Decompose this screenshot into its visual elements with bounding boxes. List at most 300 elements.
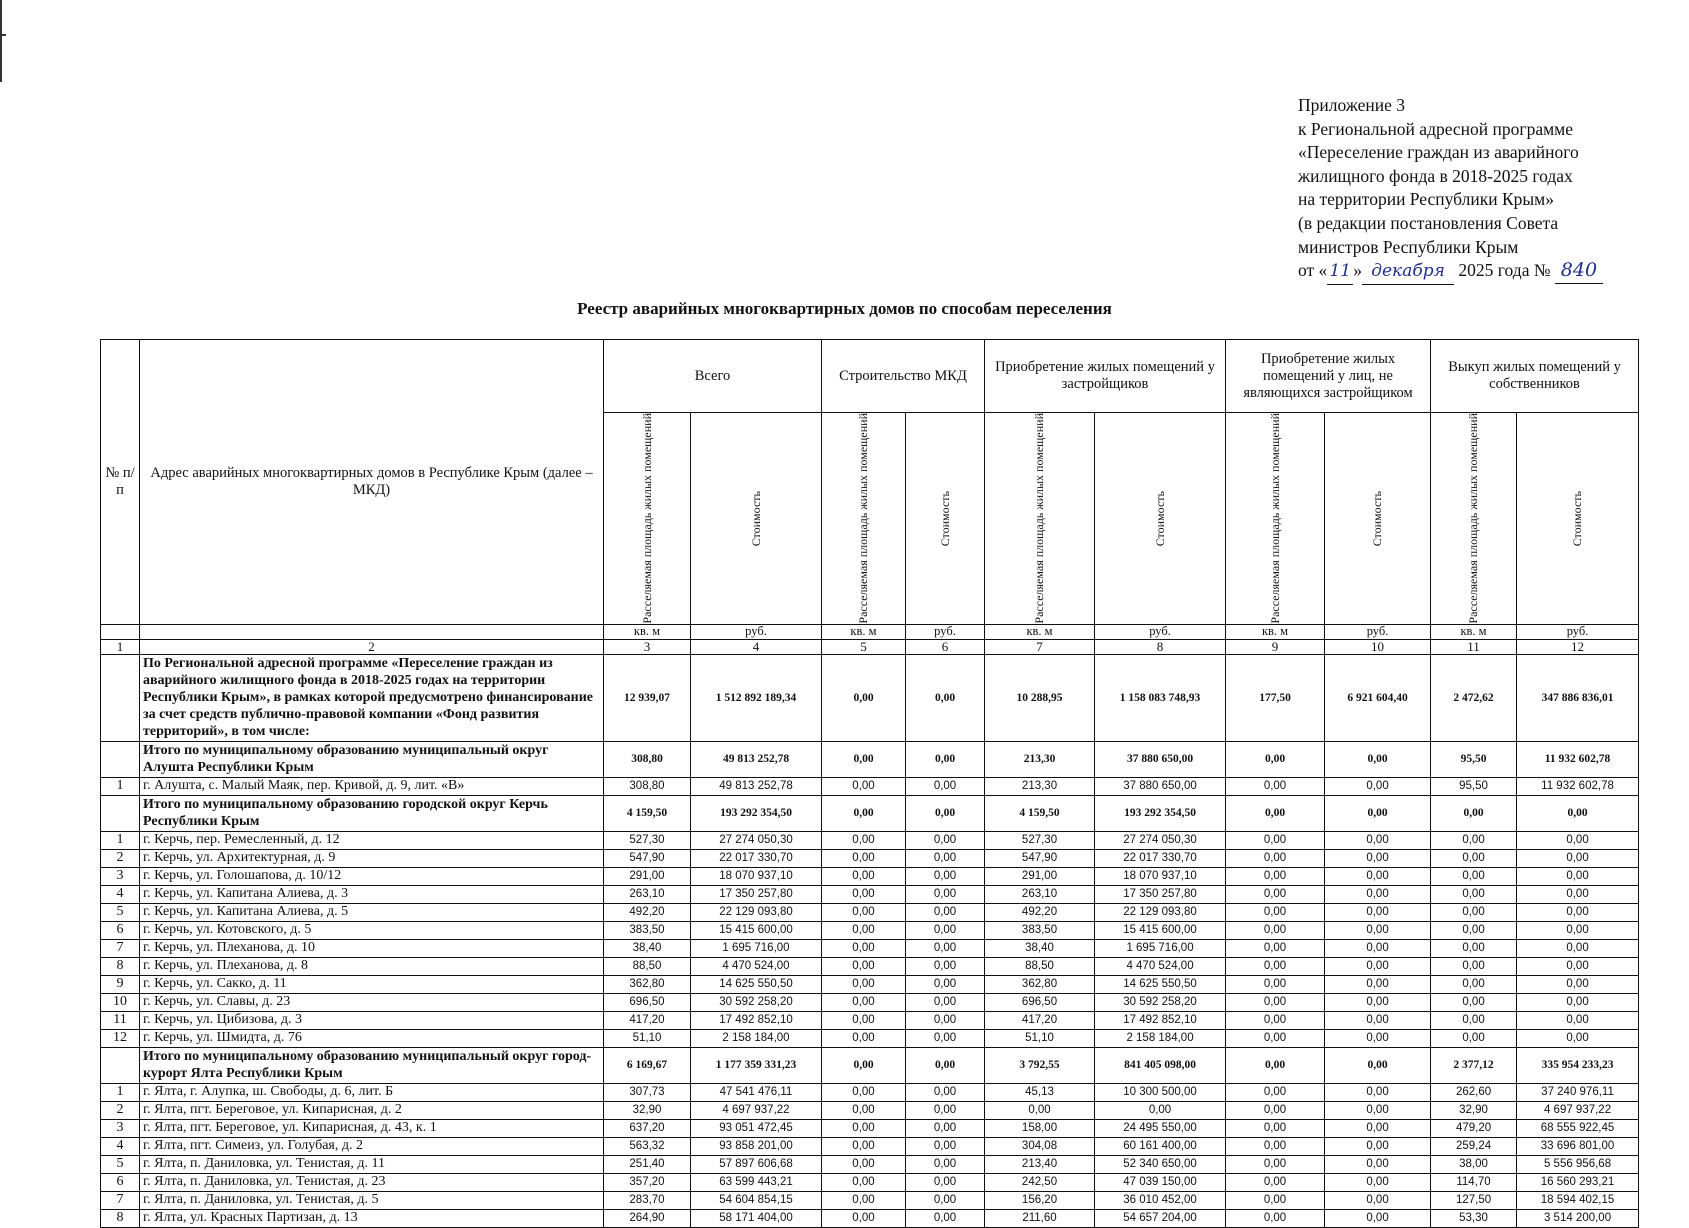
section-total-row xyxy=(101,654,1639,741)
cost-value: 193 292 354,50 xyxy=(691,795,822,831)
area-value: 357,20 xyxy=(604,1173,691,1191)
address-cell: г. Керчь, ул. Котовского, д. 5 xyxy=(140,921,604,939)
cost-value: 0,00 xyxy=(906,921,985,939)
row-number: 4 xyxy=(101,1137,140,1155)
cost-value: 0,00 xyxy=(1517,831,1639,849)
area-value: 0,00 xyxy=(822,903,906,921)
area-value: 0,00 xyxy=(822,1101,906,1119)
area-value: 307,73 xyxy=(604,1083,691,1101)
table-row xyxy=(101,1119,1639,1137)
scan-edge-mark xyxy=(0,0,2,82)
row-number: 1 xyxy=(101,831,140,849)
cost-value: 0,00 xyxy=(1517,795,1639,831)
row-number: 8 xyxy=(101,1209,140,1227)
unit-area: кв. м xyxy=(822,624,906,639)
cost-value: 0,00 xyxy=(1517,885,1639,903)
cost-value: 0,00 xyxy=(906,939,985,957)
cost-value: 47 541 476,11 xyxy=(691,1083,822,1101)
area-value: 563,32 xyxy=(604,1137,691,1155)
area-value: 251,40 xyxy=(604,1155,691,1173)
cost-value: 63 599 443,21 xyxy=(691,1173,822,1191)
address-cell: Итого по муниципальному образованию муниципальный округ город-курорт Ялта Республики Крым xyxy=(140,1047,604,1083)
column-number: 11 xyxy=(1431,639,1517,654)
address-cell: г. Керчь, ул. Плеханова, д. 10 xyxy=(140,939,604,957)
area-value: 417,20 xyxy=(985,1011,1095,1029)
area-value: 88,50 xyxy=(985,957,1095,975)
address-cell: г. Керчь, ул. Архитектурная, д. 9 xyxy=(140,849,604,867)
area-value: 0,00 xyxy=(822,957,906,975)
area-value: 0,00 xyxy=(1431,903,1517,921)
registry-table xyxy=(100,339,1639,1228)
cost-value: 49 813 252,78 xyxy=(691,741,822,777)
area-value: 0,00 xyxy=(1226,1083,1325,1101)
table-row xyxy=(101,903,1639,921)
area-value: 0,00 xyxy=(1226,1029,1325,1047)
cost-value: 0,00 xyxy=(906,903,985,921)
cost-value: 347 886 836,01 xyxy=(1517,654,1639,741)
table-row xyxy=(101,849,1639,867)
cost-value: 0,00 xyxy=(1517,939,1639,957)
cost-value: 0,00 xyxy=(1517,867,1639,885)
group-header-total: Всего xyxy=(604,340,822,413)
area-value: 0,00 xyxy=(822,939,906,957)
cost-value: 0,00 xyxy=(1325,885,1431,903)
cost-value: 0,00 xyxy=(906,867,985,885)
cost-value: 0,00 xyxy=(1325,849,1431,867)
group-header-buyout: Выкуп жилых помещений у собственников xyxy=(1431,340,1639,413)
area-value: 2 377,12 xyxy=(1431,1047,1517,1083)
cost-value: 17 350 257,80 xyxy=(691,885,822,903)
area-value: 479,20 xyxy=(1431,1119,1517,1137)
area-value: 0,00 xyxy=(1431,1029,1517,1047)
address-cell: г. Ялта, п. Даниловка, ул. Тенистая, д. 5 xyxy=(140,1191,604,1209)
table-row xyxy=(101,939,1639,957)
area-value: 10 288,95 xyxy=(985,654,1095,741)
area-value: 88,50 xyxy=(604,957,691,975)
row-number: 3 xyxy=(101,1119,140,1137)
row-number: 7 xyxy=(101,1191,140,1209)
table-row xyxy=(101,1101,1639,1119)
area-value: 0,00 xyxy=(1226,1011,1325,1029)
appendix-line: «Переселение граждан из аварийного xyxy=(1298,142,1579,163)
cost-value: 17 350 257,80 xyxy=(1095,885,1226,903)
sub-header-area xyxy=(985,413,1095,625)
area-value: 492,20 xyxy=(985,903,1095,921)
cost-value: 93 051 472,45 xyxy=(691,1119,822,1137)
cost-value: 0,00 xyxy=(906,1047,985,1083)
area-value: 0,00 xyxy=(1226,777,1325,795)
section-total-row xyxy=(101,795,1639,831)
cost-value: 2 158 184,00 xyxy=(691,1029,822,1047)
cost-value: 0,00 xyxy=(906,1155,985,1173)
address-cell: г. Керчь, ул. Плеханова, д. 8 xyxy=(140,957,604,975)
cost-value: 17 492 852,10 xyxy=(691,1011,822,1029)
address-cell: г. Ялта, пгт. Береговое, ул. Кипарисная, д. 2 xyxy=(140,1101,604,1119)
table-row xyxy=(101,1155,1639,1173)
area-value: 291,00 xyxy=(604,867,691,885)
area-value: 0,00 xyxy=(1226,1209,1325,1227)
cost-value: 30 592 258,20 xyxy=(1095,993,1226,1011)
cost-value: 0,00 xyxy=(1517,849,1639,867)
table-row xyxy=(101,957,1639,975)
table-row xyxy=(101,1173,1639,1191)
area-value: 0,00 xyxy=(822,1047,906,1083)
area-value: 0,00 xyxy=(1431,795,1517,831)
column-number: 2 xyxy=(140,639,604,654)
table-row xyxy=(101,921,1639,939)
area-value: 127,50 xyxy=(1431,1191,1517,1209)
table-row xyxy=(101,1137,1639,1155)
cost-value: 4 470 524,00 xyxy=(691,957,822,975)
address-cell: г. Ялта, ул. Красных Партизан, д. 13 xyxy=(140,1209,604,1227)
table-row xyxy=(101,885,1639,903)
address-cell: г. Керчь, ул. Славы, д. 23 xyxy=(140,993,604,1011)
area-value: 38,40 xyxy=(604,939,691,957)
row-number xyxy=(101,1047,140,1083)
cost-value: 0,00 xyxy=(1325,777,1431,795)
row-number: 6 xyxy=(101,1173,140,1191)
area-value: 0,00 xyxy=(1226,741,1325,777)
cost-value: 1 158 083 748,93 xyxy=(1095,654,1226,741)
area-value: 0,00 xyxy=(822,1173,906,1191)
area-value: 0,00 xyxy=(1226,921,1325,939)
column-number: 12 xyxy=(1517,639,1639,654)
area-value: 51,10 xyxy=(604,1029,691,1047)
cost-value: 17 492 852,10 xyxy=(1095,1011,1226,1029)
area-value: 0,00 xyxy=(1226,957,1325,975)
cost-value: 0,00 xyxy=(1517,921,1639,939)
cost-value: 0,00 xyxy=(1517,993,1639,1011)
area-value: 0,00 xyxy=(822,795,906,831)
area-value: 0,00 xyxy=(1431,831,1517,849)
area-value: 0,00 xyxy=(1431,957,1517,975)
row-number: 12 xyxy=(101,1029,140,1047)
area-value: 0,00 xyxy=(1226,867,1325,885)
sub-header-cost xyxy=(691,413,822,625)
cost-value: 0,00 xyxy=(1325,921,1431,939)
group-header-construction: Строительство МКД xyxy=(822,340,985,413)
area-value: 0,00 xyxy=(1431,939,1517,957)
area-value: 0,00 xyxy=(822,777,906,795)
area-value: 0,00 xyxy=(822,654,906,741)
cost-value: 1 695 716,00 xyxy=(1095,939,1226,957)
date-prefix: от « xyxy=(1298,260,1328,281)
table-row xyxy=(101,831,1639,849)
row-number: 2 xyxy=(101,1101,140,1119)
table-row xyxy=(101,1011,1639,1029)
cost-value: 60 161 400,00 xyxy=(1095,1137,1226,1155)
area-value: 0,00 xyxy=(822,1029,906,1047)
area-value: 0,00 xyxy=(1431,975,1517,993)
cost-value: 0,00 xyxy=(906,957,985,975)
column-number: 3 xyxy=(604,639,691,654)
cost-value: 0,00 xyxy=(906,975,985,993)
unit-area: кв. м xyxy=(1226,624,1325,639)
area-value: 259,24 xyxy=(1431,1137,1517,1155)
cost-value: 15 415 600,00 xyxy=(1095,921,1226,939)
cost-value: 0,00 xyxy=(1325,975,1431,993)
cost-value: 30 592 258,20 xyxy=(691,993,822,1011)
cost-value: 0,00 xyxy=(1325,1029,1431,1047)
area-value: 547,90 xyxy=(985,849,1095,867)
unit-cell-empty xyxy=(140,624,604,639)
group-header-non-developers: Приобретение жилых помещений у лиц, не являющихся застройщиком xyxy=(1226,340,1431,413)
sub-header-area xyxy=(1226,413,1325,625)
cost-value: 10 300 500,00 xyxy=(1095,1083,1226,1101)
cost-value: 11 932 602,78 xyxy=(1517,741,1639,777)
appendix-date-line xyxy=(1298,259,1658,285)
cost-value: 0,00 xyxy=(1325,1173,1431,1191)
cost-value: 22 017 330,70 xyxy=(691,849,822,867)
cost-value: 0,00 xyxy=(1325,1101,1431,1119)
address-cell: г. Керчь, ул. Капитана Алиева, д. 5 xyxy=(140,903,604,921)
column-number: 1 xyxy=(101,639,140,654)
sub-header-cost xyxy=(1095,413,1226,625)
row-number: 2 xyxy=(101,849,140,867)
area-value: 383,50 xyxy=(604,921,691,939)
area-value: 0,00 xyxy=(1226,939,1325,957)
area-value: 0,00 xyxy=(822,1119,906,1137)
sub-header-cost-text: Стоимость xyxy=(1570,490,1585,546)
cost-value: 0,00 xyxy=(906,795,985,831)
cost-value: 0,00 xyxy=(1517,1011,1639,1029)
cost-value: 0,00 xyxy=(906,1173,985,1191)
area-value: 0,00 xyxy=(822,1083,906,1101)
column-number: 6 xyxy=(906,639,985,654)
sub-header-cost-text: Стоимость xyxy=(1370,490,1385,546)
area-value: 362,80 xyxy=(604,975,691,993)
date-mid: » xyxy=(1353,260,1363,281)
appendix-line: к Региональной адресной программе xyxy=(1298,118,1574,139)
address-cell: г. Керчь, ул. Капитана Алиева, д. 3 xyxy=(140,885,604,903)
cost-value: 0,00 xyxy=(1517,1029,1639,1047)
area-value: 0,00 xyxy=(1226,831,1325,849)
area-value: 177,50 xyxy=(1226,654,1325,741)
cost-value: 37 880 650,00 xyxy=(1095,741,1226,777)
cost-value: 0,00 xyxy=(906,885,985,903)
cost-value: 0,00 xyxy=(906,777,985,795)
cost-value: 0,00 xyxy=(1325,903,1431,921)
row-number: 7 xyxy=(101,939,140,957)
area-value: 696,50 xyxy=(604,993,691,1011)
area-value: 0,00 xyxy=(1226,1173,1325,1191)
cost-value: 0,00 xyxy=(906,1011,985,1029)
unit-area: кв. м xyxy=(985,624,1095,639)
cost-value: 0,00 xyxy=(906,654,985,741)
area-value: 0,00 xyxy=(822,885,906,903)
cost-value: 47 039 150,00 xyxy=(1095,1173,1226,1191)
group-header-developers: Приобретение жилых помещений у застройщиков xyxy=(985,340,1226,413)
cost-value: 0,00 xyxy=(1325,1083,1431,1101)
area-value: 0,00 xyxy=(1226,993,1325,1011)
cost-value: 14 625 550,50 xyxy=(1095,975,1226,993)
address-cell: Итого по муниципальному образованию муниципальный округ Алушта Республики Крым xyxy=(140,741,604,777)
cost-value: 52 340 650,00 xyxy=(1095,1155,1226,1173)
area-value: 0,00 xyxy=(822,1011,906,1029)
cost-value: 0,00 xyxy=(1325,1155,1431,1173)
cost-value: 27 274 050,30 xyxy=(1095,831,1226,849)
cost-value: 0,00 xyxy=(906,741,985,777)
area-value: 32,90 xyxy=(1431,1101,1517,1119)
area-value: 0,00 xyxy=(822,921,906,939)
area-value: 383,50 xyxy=(985,921,1095,939)
sub-header-area-text: Расселяемая площадь жилых помещений xyxy=(1466,413,1481,624)
row-number: 8 xyxy=(101,957,140,975)
area-value: 0,00 xyxy=(1226,1191,1325,1209)
area-value: 0,00 xyxy=(822,1155,906,1173)
sub-header-cost-text: Стоимость xyxy=(937,490,952,546)
scan-edge-tick xyxy=(0,34,6,36)
column-number: 7 xyxy=(985,639,1095,654)
area-value: 263,10 xyxy=(604,885,691,903)
area-value: 0,00 xyxy=(985,1101,1095,1119)
sub-header-cost xyxy=(1517,413,1639,625)
row-number: 1 xyxy=(101,777,140,795)
cost-value: 1 177 359 331,23 xyxy=(691,1047,822,1083)
appendix-line: Приложение 3 xyxy=(1298,95,1406,115)
cost-value: 0,00 xyxy=(1325,741,1431,777)
cost-value: 58 171 404,00 xyxy=(691,1209,822,1227)
cost-value: 22 129 093,80 xyxy=(1095,903,1226,921)
row-number: 4 xyxy=(101,885,140,903)
cost-value: 33 696 801,00 xyxy=(1517,1137,1639,1155)
address-cell: г. Керчь, ул. Цибизова, д. 3 xyxy=(140,1011,604,1029)
address-cell: г. Ялта, пгт. Симеиз, ул. Голубая, д. 2 xyxy=(140,1137,604,1155)
unit-cost: руб. xyxy=(1095,624,1226,639)
area-value: 0,00 xyxy=(1226,849,1325,867)
cost-value: 193 292 354,50 xyxy=(1095,795,1226,831)
table-row xyxy=(101,1029,1639,1047)
table-row xyxy=(101,867,1639,885)
cost-value: 0,00 xyxy=(906,993,985,1011)
cost-value: 0,00 xyxy=(1325,1119,1431,1137)
address-cell: г. Ялта, п. Даниловка, ул. Тенистая, д. 11 xyxy=(140,1155,604,1173)
cost-value: 18 070 937,10 xyxy=(1095,867,1226,885)
sub-header-area xyxy=(1431,413,1517,625)
area-value: 0,00 xyxy=(1226,1119,1325,1137)
cost-value: 1 512 892 189,34 xyxy=(691,654,822,741)
column-number: 9 xyxy=(1226,639,1325,654)
row-number: 3 xyxy=(101,867,140,885)
area-value: 0,00 xyxy=(822,1191,906,1209)
cost-value: 54 604 854,15 xyxy=(691,1191,822,1209)
area-value: 0,00 xyxy=(822,867,906,885)
sub-header-cost-text: Стоимость xyxy=(1152,490,1167,546)
area-value: 308,80 xyxy=(604,777,691,795)
column-number: 10 xyxy=(1325,639,1431,654)
row-number xyxy=(101,795,140,831)
section-total-row xyxy=(101,741,1639,777)
table-row xyxy=(101,975,1639,993)
area-value: 0,00 xyxy=(1226,975,1325,993)
address-cell: г. Ялта, п. Даниловка, ул. Тенистая, д. 23 xyxy=(140,1173,604,1191)
area-value: 262,60 xyxy=(1431,1083,1517,1101)
cost-value: 1 695 716,00 xyxy=(691,939,822,957)
unit-cost: руб. xyxy=(1325,624,1431,639)
cost-value: 11 932 602,78 xyxy=(1517,777,1639,795)
address-cell: г. Керчь, ул. Шмидта, д. 76 xyxy=(140,1029,604,1047)
sub-header-area xyxy=(604,413,691,625)
area-value: 0,00 xyxy=(1226,1155,1325,1173)
date-suffix: 2025 года № xyxy=(1454,260,1555,281)
area-value: 213,30 xyxy=(985,741,1095,777)
area-value: 304,08 xyxy=(985,1137,1095,1155)
cost-value: 4 470 524,00 xyxy=(1095,957,1226,975)
row-number xyxy=(101,741,140,777)
cost-value: 841 405 098,00 xyxy=(1095,1047,1226,1083)
address-cell: Итого по муниципальному образованию городской округ Керчь Республики Крым xyxy=(140,795,604,831)
area-value: 527,30 xyxy=(604,831,691,849)
cost-value: 0,00 xyxy=(906,831,985,849)
area-value: 0,00 xyxy=(1431,867,1517,885)
area-value: 0,00 xyxy=(822,831,906,849)
row-number: 6 xyxy=(101,921,140,939)
area-value: 51,10 xyxy=(985,1029,1095,1047)
area-value: 637,20 xyxy=(604,1119,691,1137)
row-number: 5 xyxy=(101,1155,140,1173)
area-value: 95,50 xyxy=(1431,741,1517,777)
cost-value: 0,00 xyxy=(1325,1191,1431,1209)
area-value: 0,00 xyxy=(822,1209,906,1227)
column-number: 8 xyxy=(1095,639,1226,654)
area-value: 527,30 xyxy=(985,831,1095,849)
area-value: 6 169,67 xyxy=(604,1047,691,1083)
area-value: 264,90 xyxy=(604,1209,691,1227)
sub-header-cost xyxy=(906,413,985,625)
area-value: 308,80 xyxy=(604,741,691,777)
cost-value: 68 555 922,45 xyxy=(1517,1119,1639,1137)
cost-value: 0,00 xyxy=(1325,831,1431,849)
address-cell: г. Керчь, ул. Сакко, д. 11 xyxy=(140,975,604,993)
area-value: 0,00 xyxy=(822,975,906,993)
unit-area: кв. м xyxy=(1431,624,1517,639)
table-row xyxy=(101,1083,1639,1101)
cost-value: 36 010 452,00 xyxy=(1095,1191,1226,1209)
appendix-line: жилищного фонда в 2018-2025 годах xyxy=(1298,165,1573,186)
area-value: 0,00 xyxy=(822,741,906,777)
section-total-row xyxy=(101,1047,1639,1083)
cost-value: 0,00 xyxy=(1517,975,1639,993)
appendix-line: министров Республики Крым xyxy=(1298,236,1519,257)
area-value: 0,00 xyxy=(1431,1011,1517,1029)
cost-value: 0,00 xyxy=(906,1029,985,1047)
cost-value: 22 129 093,80 xyxy=(691,903,822,921)
area-value: 4 159,50 xyxy=(985,795,1095,831)
sub-header-area-text: Расселяемая площадь жилых помещений xyxy=(1032,413,1047,624)
area-value: 213,30 xyxy=(985,777,1095,795)
area-value: 0,00 xyxy=(1431,993,1517,1011)
area-value: 213,40 xyxy=(985,1155,1095,1173)
cost-value: 0,00 xyxy=(906,1083,985,1101)
cost-value: 18 070 937,10 xyxy=(691,867,822,885)
cost-value: 15 415 600,00 xyxy=(691,921,822,939)
cost-value: 0,00 xyxy=(906,1137,985,1155)
cost-value: 0,00 xyxy=(906,849,985,867)
cost-value: 6 921 604,40 xyxy=(1325,654,1431,741)
area-value: 158,00 xyxy=(985,1119,1095,1137)
area-value: 0,00 xyxy=(1431,849,1517,867)
cost-value: 2 158 184,00 xyxy=(1095,1029,1226,1047)
cost-value: 16 560 293,21 xyxy=(1517,1173,1639,1191)
sub-header-area xyxy=(822,413,906,625)
column-number: 4 xyxy=(691,639,822,654)
address-cell: г. Ялта, г. Алупка, ш. Свободы, д. 6, лит. Б xyxy=(140,1083,604,1101)
cost-value: 5 556 956,68 xyxy=(1517,1155,1639,1173)
area-value: 0,00 xyxy=(822,993,906,1011)
row-number: 1 xyxy=(101,1083,140,1101)
appendix-block xyxy=(1298,94,1658,285)
row-number: 9 xyxy=(101,975,140,993)
